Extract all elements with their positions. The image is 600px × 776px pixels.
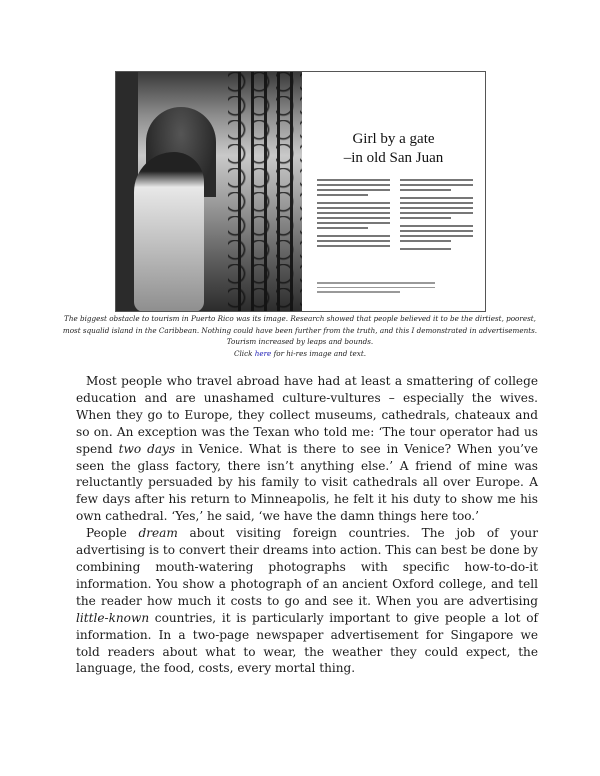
click-prefix: Click xyxy=(233,349,255,358)
ad-footnote xyxy=(317,282,435,296)
paragraph-1: Most people who travel abroad have had at least a smattering of college education and are unashamed culture-vultures – especially the wives. When they go to Europe, they collect museums, cathedrals, chateaux and so on. An exception was the Texan who told me: ‘The tour operator had us spend two days in Venice. What is there to see in Venice? When you’ve seen the glass factory, there isn’t anything else.’ A friend of mine was reluctantly persuaded by his family to visit cathedrals all over Europe. A few days after his return to Minneapolis, he felt it his duty to show me his own cathedral. ‘Yes,’ he said, ‘we have the damn things here too.’ xyxy=(76,374,539,524)
ad-headline xyxy=(302,130,485,168)
photo-girl xyxy=(134,152,204,311)
ad-headline-line2: –in old San Juan xyxy=(343,150,444,166)
ad-column-right xyxy=(400,179,473,253)
hi-res-link[interactable]: here xyxy=(254,349,272,358)
girl-by-gate-photo xyxy=(116,72,302,311)
ad-headline-line1: Girl by a gate xyxy=(352,131,435,147)
body-text xyxy=(76,373,538,677)
photo-iron-gate xyxy=(228,72,302,311)
advertisement-figure xyxy=(115,71,486,312)
figure-caption: The biggest obstacle to tourism in Puerto Rico was its image. Research showed that people believed it to be the dirtiest, poorest, most squalid island in the Caribbean. Nothing could have been further from the truth, and this I demonstrated in advertisements. Tourism increased by leaps and bounds. xyxy=(62,314,538,346)
ad-column-left xyxy=(317,179,390,253)
click-suffix: for hi-res image and text. xyxy=(271,349,367,358)
ad-copy-page xyxy=(302,72,485,311)
hi-res-link-line xyxy=(60,349,540,358)
paragraph-2: People dream about visiting foreign countries. The job of your advertising is to convert their dreams into action. This can best be done by combining mouth-watering photographs with specific how-to-do-it information. You show a photograph of an ancient Oxford college, and tell the reader how much it costs to go and see it. When you are advertising little-known countries, it is particularly important to give people a lot of information. In a two-page newspaper advertisement for Singapore we told readers about what to wear, the weather they could expect, the language, the food, costs, every mortal thing. xyxy=(76,526,538,676)
ad-body-columns xyxy=(317,179,473,253)
